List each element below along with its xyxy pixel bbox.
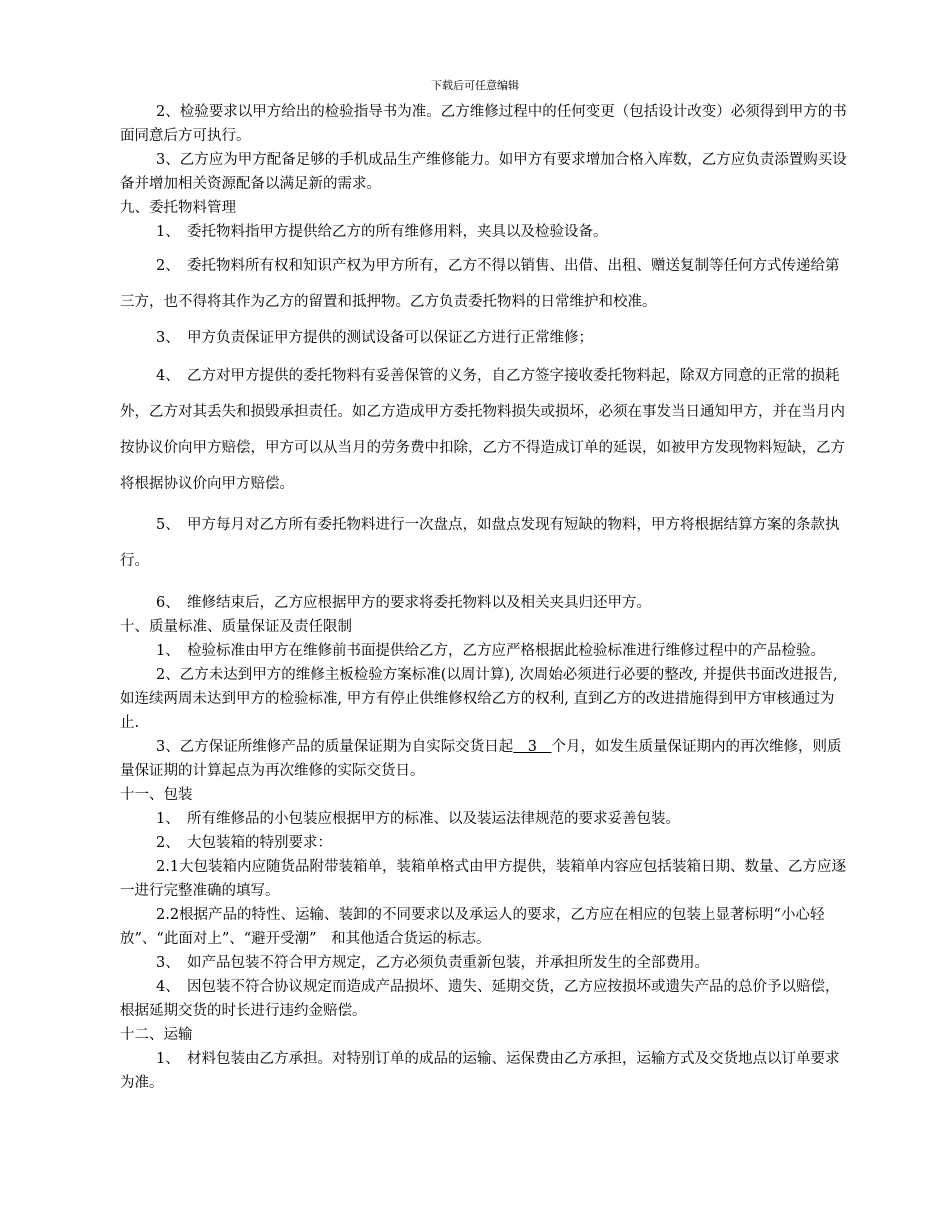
section-10-heading: 十、质量标准、质量保证及责任限制 — [120, 619, 352, 635]
s9-item-4: 4、 乙方对甲方提供的委托物料有妥善保管的义务，自乙方签字接收委托物料起，除双方同意的正常的损耗外，乙方对其丢失和损毁承担责任。如乙方造成甲方委托物料损失或损坏，必须在事发当日通知甲方，并在当月内按协议价向甲方赔偿，甲方可以从当月的劳务费中扣除，乙方不得造成订单的延误，如被甲方发现物料短缺，乙方将根据协议价向甲方赔偿。 — [120, 368, 845, 492]
s11-item-4: 4、 因包装不符合协议规定而造成产品损坏、遗失、延期交货，乙方应按损坏或遗失产品的总价予以赔偿，根据延期交货的时长进行违约金赔偿。 — [120, 979, 840, 1019]
s11-item-2: 2、 大包装箱的特别要求： — [156, 835, 332, 851]
s9-item-2: 2、 委托物料所有权和知识产权为甲方所有，乙方不得以销售、出借、出租、赠送复制等任何方式传递给第三方，也不得将其作为乙方的留置和抵押物。乙方负责委托物料的日常维护和校准。 — [120, 258, 840, 310]
warranty-months-value: 3 — [513, 739, 552, 755]
document-body — [120, 100, 850, 1095]
s12-item-1: 1、 材料包装由乙方承担。对特别订单的成品的运输、运保费由乙方承担，运输方式及交货地点以订单要求为准。 — [120, 1051, 840, 1091]
page-header: 下载后可任意编辑 — [431, 79, 519, 92]
s10-item-1: 1、 检验标准由甲方在维修前书面提供给乙方，乙方应严格根据此检验标准进行维修过程中的产品检验。 — [156, 643, 825, 659]
s10-item-2: 2、乙方未达到甲方的维修主板检验方案标准(以周计算), 次周始必须进行必要的整改, 并提供书面改进报告, 如连续两周未达到甲方的检验标准, 甲方有停止供维修权给乙方的权利, 直到乙方的改进措施得到甲方审核通过为止. — [120, 667, 838, 731]
s11-item-2-2: 2.2根据产品的特性、运输、装卸的不同要求以及承运人的要求，乙方应在相应的包装上显著标明“小心轻放”、“此面对上”、“避开受潮” 和其他适合货运的标志。 — [120, 907, 825, 947]
s9-item-1: 1、 委托物料指甲方提供给乙方的所有维修用料，夹具以及检验设备。 — [156, 224, 608, 240]
s10-item-3 — [120, 735, 850, 783]
s9-item-3: 3、 甲方负责保证甲方提供的测试设备可以保证乙方进行正常维修； — [156, 330, 593, 346]
s9-item-5: 5、 甲方每月对乙方所有委托物料进行一次盘点，如盘点发现有短缺的物料，甲方将根据结算方案的条款执行。 — [120, 517, 840, 569]
s11-item-3: 3、 如产品包装不符合甲方规定，乙方必须负责重新包装，并承担所发生的全部费用。 — [156, 955, 709, 971]
section-11-heading: 十一、包装 — [120, 787, 193, 803]
s8-item-2: 2、检验要求以甲方给出的检验指导书为准。乙方维修过程中的任何变更（包括设计改变）必须得到甲方的书面同意后方可执行。 — [120, 104, 847, 144]
s10-item-3-pre: 3、乙方保证所维修产品的质量保证期为自实际交货日起 — [156, 739, 514, 755]
s8-item-3: 3、乙方应为甲方配备足够的手机成品生产维修能力。如甲方有要求增加合格入库数，乙方应负责添置购买设备并增加相关资源配备以满足新的需求。 — [120, 152, 847, 192]
s11-item-2-1: 2.1大包装箱内应随货品附带装箱单，装箱单格式由甲方提供，装箱单内容应包括装箱日期、数量、乙方应逐一进行完整准确的填写。 — [120, 859, 847, 899]
s9-item-6: 6、 维修结束后，乙方应根据甲方的要求将委托物料以及相关夹具归还甲方。 — [156, 595, 651, 611]
section-12-heading: 十二、运输 — [120, 1027, 193, 1043]
section-9-heading: 九、委托物料管理 — [120, 200, 236, 216]
s10-item-3-post: 个月，如发生质量保证期内的再次维修，则质量保证期的计算起点为再次维修的实际交货日。 — [120, 739, 842, 779]
s11-item-1: 1、 所有维修品的小包装应根据甲方的标准、以及装运法律规范的要求妥善包装。 — [156, 811, 680, 827]
